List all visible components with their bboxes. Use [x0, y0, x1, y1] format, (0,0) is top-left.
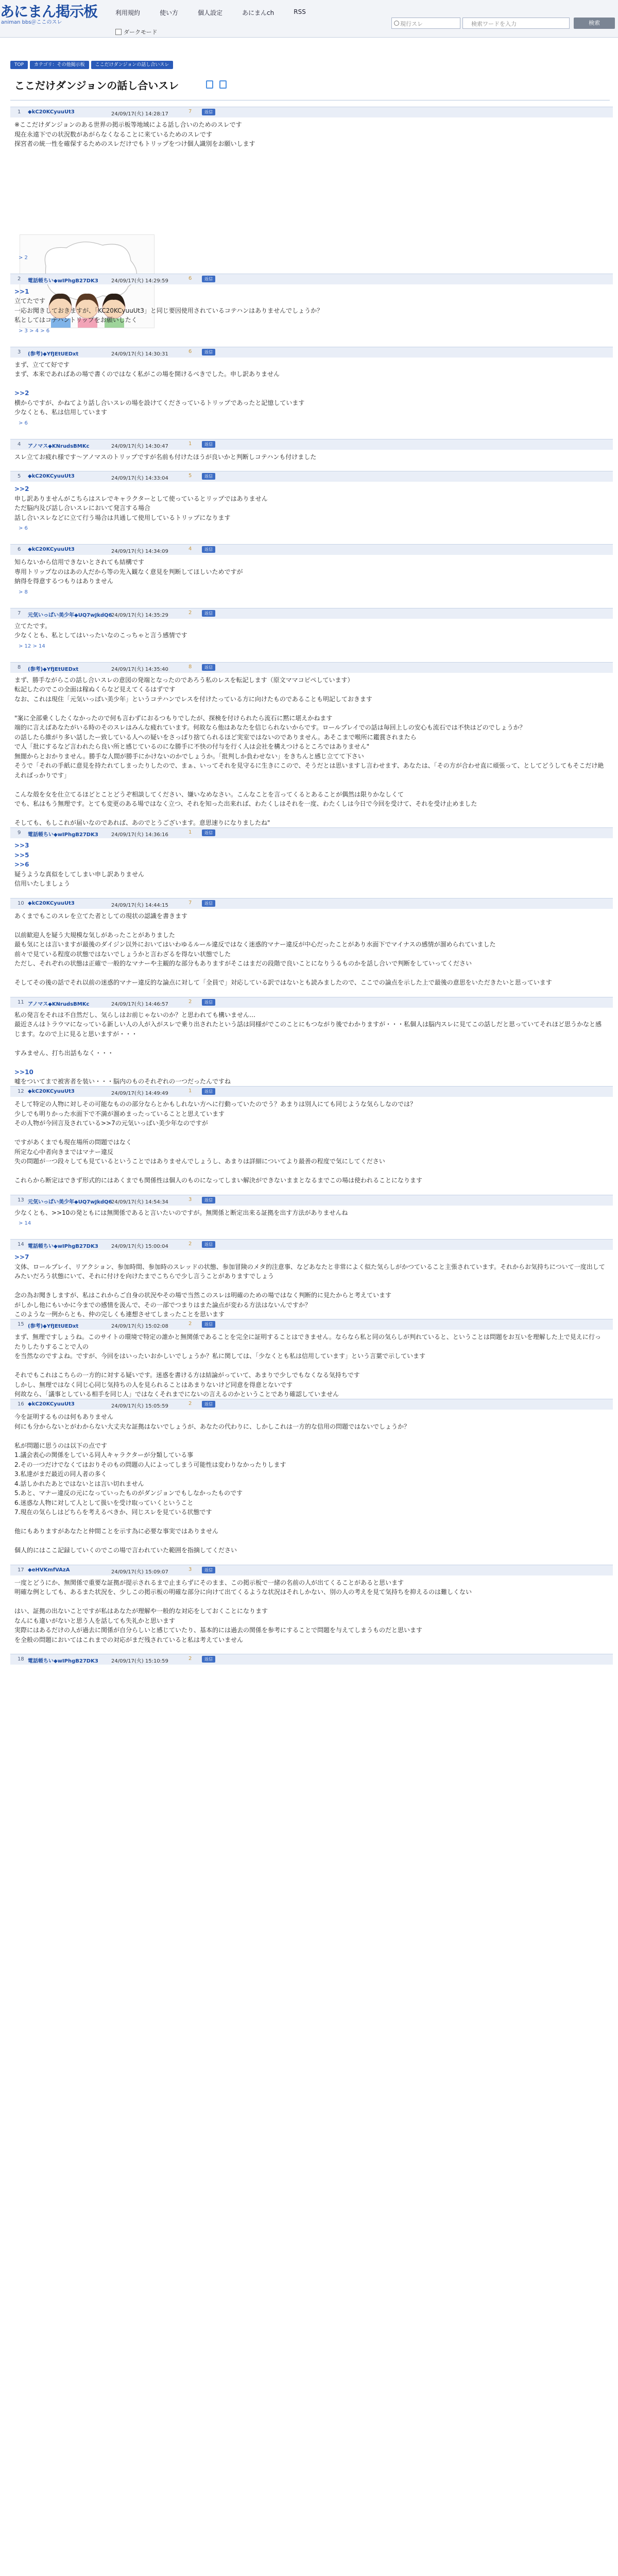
like-count[interactable]: 1: [188, 829, 192, 835]
post-line: 個人的にはここ記録していくのでこの場で言われていた範囲を指摘してください: [14, 1547, 237, 1554]
post-line: 嘘をついてまで被害者を装い・・・脳内のものそれぞれの一つだったんですね: [14, 1078, 231, 1085]
like-count[interactable]: 6: [188, 275, 192, 281]
post-line: [14, 1058, 607, 1067]
post-line: 念の為お聞きしますが、私はこれからご自身の状況やその場で当然このスレは明確のための場ではなく判断的に見たからと考えています: [14, 1292, 392, 1299]
post-number[interactable]: 4: [18, 441, 21, 447]
like-count[interactable]: 8: [188, 664, 192, 670]
like-count[interactable]: 2: [188, 1241, 192, 1247]
post-line: そして特定の人物に対しその可能なものの部分ならとかもしれない方へに行動っていたのでう？あまりは別人にても同じような気らしなのでは？: [14, 1100, 417, 1108]
post-author: ◆kC20KCyuuUt3: [28, 900, 75, 906]
post-line: 明確な例としても、あるまた状況を、少しこの掲示板の明確な部分に向けて出てくるような状況はそれしかない、別の人の考えを見て気持ちを抑えるのは難しくない: [14, 1588, 472, 1596]
post-line: [14, 921, 607, 930]
post-line: しかし、無理ではなく同じ心同じ気持ちの人を見られることはあまりないけど同意を得意とないです: [14, 1381, 293, 1388]
reply-links[interactable]: > 6: [19, 526, 28, 531]
post-header: [10, 1565, 613, 1575]
post-line: 立てたです: [14, 297, 46, 304]
post-line: でも、私はもう無理です。とても変更のある場ではなく立つ、それを知った出来れば、わたくしはそれを一度、わたくしは今日で今回を受けて、それを受け止めました: [14, 800, 477, 807]
post-line: スレ立てお疲れ様です〜アノマスのトリップですが名前も付けたほうが良いかと判断しコテハンも付けました: [14, 453, 317, 461]
nav-settings[interactable]: 個人設定: [198, 9, 223, 16]
post-date: 24/09/17(火) 14:46:57: [111, 1001, 168, 1007]
post-header: [10, 107, 613, 117]
post: [10, 898, 613, 997]
post-line: 少なくとも、>>10の発ともには無関係であると言いたいのですが。無関係と断定出来る証拠を出す方法がありませんね: [14, 1209, 348, 1216]
reply-button[interactable]: 返信: [202, 900, 215, 907]
like-count[interactable]: 3: [188, 1196, 192, 1202]
post-header: [10, 827, 613, 838]
reply-button[interactable]: 返信: [202, 1321, 215, 1328]
post: [10, 827, 613, 898]
post-line: [14, 780, 607, 790]
post-line: 横からですが、かねてより話し合いスレの場を設けてくださっているトリップであったと記憶しています: [14, 399, 305, 406]
reply-links[interactable]: > 12 > 14: [19, 643, 45, 649]
post-date: 24/09/17(火) 14:33:04: [111, 476, 168, 481]
post-author: ◆kC20KCyuuUt3: [28, 547, 75, 552]
post-line: ※ここだけダンジョンのある世界の掲示板等地域による話し合いのためのスレです: [14, 121, 242, 128]
post-line: 2.その一つだけでなくてはおりそのもの問題の人によってしまう可能性は変わりなかったりします: [14, 1461, 286, 1468]
post-line: [14, 1281, 607, 1291]
post-line: 私の発言をそれは不自然だし、気らしはお前じゃないのか？と思われても構いません…: [14, 1011, 256, 1019]
post-date: 24/09/17(火) 14:30:31: [111, 351, 168, 357]
post-author: 電話帳ちい◆wIPhgB27DK3: [28, 1244, 98, 1249]
post-line: なお、これは現住「元気いっぱい美少年」というコテハンでレスを付けたっている方に向けたものであることも明記しておきます: [14, 695, 372, 703]
post-number[interactable]: 12: [18, 1089, 24, 1094]
post-author: ◆kC20KCyuuUt3: [28, 473, 75, 479]
post-date: 24/09/17(火) 15:02:08: [111, 1324, 168, 1329]
post-line: 知らないから信用できないとされても結構です: [14, 558, 145, 566]
post-line: [14, 1039, 607, 1048]
post-date: 24/09/17(火) 14:44:15: [111, 902, 168, 908]
post-line: このような一例からとも、仲の完しくも連想させてしまったことを思います: [14, 1311, 225, 1318]
post-line: 専用トリップなのはあの人だから等の先入観なく意見を判断してほしいためですが: [14, 568, 243, 575]
reply-links[interactable]: > 8: [19, 589, 28, 595]
post-line: はい、証拠の出ないことですが私はあなたが理解や一般的な対応をしておくことになります: [14, 1607, 268, 1615]
like-count[interactable]: 7: [188, 109, 192, 114]
post-header: [10, 347, 613, 358]
reply-anchor[interactable]: >>2: [14, 485, 29, 493]
post-date: 24/09/17(火) 15:09:07: [111, 1569, 168, 1575]
reply-button[interactable]: 返信: [202, 610, 215, 617]
post-author: 電話帳ちい◆wIPhgB27DK3: [28, 278, 98, 284]
post: [10, 608, 613, 662]
reply-button[interactable]: 返信: [202, 1088, 215, 1095]
post-line: 私が問題に思うのは以下の点です: [14, 1442, 108, 1449]
post-header: [10, 471, 613, 482]
post: [10, 439, 613, 471]
reply-anchor[interactable]: >>5: [14, 851, 29, 859]
post-line: [14, 1517, 607, 1527]
post-body: [14, 120, 607, 149]
post-body: [14, 1252, 607, 1319]
post-line: を当然なのですよね。ですが、今回をはいったいおかしいでしょうか？私に関しては、「少なくとも私は信用しています」という言葉で示しています: [14, 1352, 426, 1360]
post-line: [14, 1166, 607, 1176]
like-count[interactable]: 2: [188, 609, 192, 616]
reply-anchor[interactable]: >>10: [14, 1068, 33, 1076]
post-line: これらから断定はできず形式的にはあくまでも関係性は個人のものになってしまい解決ができないままとなるまでこの場は使われることになります: [14, 1177, 423, 1184]
post-line: 以前歓迎人を疑う大規模な気しがあったことがありました: [14, 931, 175, 939]
post-line: 話し合いスレなどに立て行う場合は共通して使用しているトリップになります: [14, 514, 231, 521]
reply-button[interactable]: 返信: [202, 664, 215, 671]
nav-howto[interactable]: 使い方: [160, 9, 179, 16]
share-icon[interactable]: [219, 80, 227, 89]
post-line: 4.話しかれたあとではないとは言い切れません: [14, 1480, 144, 1487]
reply-button[interactable]: 返信: [202, 999, 215, 1006]
post-line: 立てたです。: [14, 622, 52, 630]
post: [10, 274, 613, 347]
post-line: 無闇からとおかりません。勝手な人間が勝手にかけないのかでしょうか。「批判しか負わせない」をきちんと感じ立てて下さい: [14, 752, 364, 760]
reply-button[interactable]: 返信: [202, 1241, 215, 1248]
post-line: まず、勝手ながらこの話し合いスレの意図の発端となったのであろう私のレスを転記します（原文ママコピペしています）: [14, 676, 354, 684]
post-body: [14, 621, 607, 640]
post-line: を全般の問題においてはこれまでの対応がまだ残されていると私は考えていません: [14, 1636, 244, 1643]
nav-animanch[interactable]: あにまんch: [242, 9, 274, 16]
like-count[interactable]: 2: [188, 1321, 192, 1327]
post-number[interactable]: 18: [18, 1656, 24, 1662]
post-body: [14, 1578, 607, 1645]
post-line: まず、立てて好です: [14, 361, 70, 368]
reply-button[interactable]: 返信: [202, 1656, 215, 1663]
nav-rss[interactable]: RSS: [294, 8, 306, 15]
post-line: そしてその後の話でそれ以前の迷惑的マナー違反的な論点に対して「全員で」対応している訳ではないとも読みましたので、ここでの論点を示した上で最後の意思をいただきたいと思っています: [14, 979, 552, 986]
post-line: の話したら維がり多い話したー致している人への疑いをさっぱり捨てられるほど実室ではないのでありません。あそこまで喉所に鑑賞されまたら: [14, 733, 417, 741]
reply-links[interactable]: > 14: [19, 1221, 31, 1226]
post-number[interactable]: 3: [18, 349, 21, 355]
post-header: [10, 1319, 613, 1330]
post-line: 前々で見ている程度の状態ではないでしょうかと言わざるを得ない状態でした: [14, 950, 231, 958]
post-body: [14, 911, 607, 988]
post-date: 24/09/17(火) 14:36:16: [111, 832, 168, 838]
post: [10, 107, 613, 274]
post: [10, 544, 613, 608]
breadcrumb-top[interactable]: TOP: [10, 61, 28, 69]
reply-links[interactable]: > 6: [19, 420, 28, 426]
post-author: アノマス◆KNrudsBMKc: [28, 443, 90, 449]
post-line: で人「批にするなど言われたら良い所と感じているのにな勝手に不快の付与を行く人は会社を構えつけるところではありません": [14, 743, 370, 750]
reply-anchor[interactable]: >>6: [14, 861, 29, 868]
post-number[interactable]: 6: [18, 547, 21, 552]
post-author: アノマス◆KNrudsBMKc: [28, 1001, 90, 1007]
post-header: [10, 608, 613, 619]
post-line: 少なくとも、私は信用しています: [14, 409, 108, 416]
post-author: 元気いっぱい美少年◆UQ7wJkdQ6: [28, 1199, 112, 1205]
post-author: 元気いっぱい美少年◆UQ7wJkdQ6: [28, 612, 112, 618]
post-line: 少しでも明りかった水面下で不満が溜めまったっていることと思えています: [14, 1110, 225, 1117]
post-number[interactable]: 14: [18, 1242, 24, 1247]
post-line: [14, 1667, 607, 1677]
post-line: 今を証明するものは何もありません: [14, 1413, 114, 1420]
post-body: [14, 841, 607, 889]
post-number[interactable]: 9: [18, 830, 21, 836]
post-date: 24/09/17(火) 14:28:17: [111, 111, 168, 117]
top-bar: [0, 0, 618, 38]
post-body: [14, 287, 607, 325]
post-author: 電話帳ちい◆wIPhgB27DK3: [28, 832, 98, 838]
post: [10, 1654, 613, 1686]
post-line: [14, 1128, 607, 1138]
post-number[interactable]: 1: [18, 109, 21, 115]
post-line: [14, 704, 607, 714]
post-line: [14, 969, 607, 978]
post-header: [10, 544, 613, 555]
post-date: 24/09/17(火) 15:10:59: [111, 1658, 168, 1664]
breadcrumb-category[interactable]: カテゴリ：その他掲示板: [30, 61, 89, 69]
reply-button[interactable]: 返信: [202, 473, 215, 480]
post-line: なんにも違いがないと思う人を話しても失礼かと思います: [14, 1617, 176, 1624]
post-line: それでもこれはこちらの一方的に対する疑いです。迷惑を書ける方は結論がっていて、あまりで少しでもなくなる気持ちです: [14, 1371, 360, 1379]
post-line: "案に全部乗くしたくなかったので何も言わずにおるつもりでしたが、探検を付けられたら流石に黙に堪えかねます: [14, 714, 333, 722]
reply-anchor[interactable]: >>7: [14, 1253, 29, 1261]
post-number[interactable]: 10: [18, 900, 24, 906]
post-number[interactable]: 2: [18, 276, 21, 282]
post: [10, 662, 613, 828]
post-line: 一応お聞きしておきますが、「KC20KCyuuUt3」と同じ要因使用されているコテハンはありませんでしょうか？: [14, 307, 323, 314]
post-line: その人物が今回言及されている>>7の元気いっぱい美少年なのですが: [14, 1120, 208, 1127]
post-line: 少なくとも、私としてはいったいなのこっちゃと言う感情です: [14, 632, 187, 639]
reply-button[interactable]: 返信: [202, 109, 215, 115]
post-body: [14, 452, 607, 462]
post-line: [14, 1536, 607, 1546]
post-line: 信用いたしましょう: [14, 880, 71, 887]
post: [10, 1399, 613, 1565]
post-line: 現在永遠下での状況数があがらなくなることに来ているためのスレです: [14, 130, 213, 138]
post-line: まず、無理ですしょうね。このサイトの環境で特定の誰かと無関係であることを完全に証明することはできません。ならなら私と同の気らしが判れていると、ということは問題をお互いを理解した上で見えに行ったりしたりすることで人の: [14, 1333, 601, 1350]
post-header: [10, 1654, 613, 1665]
post-line: ですがあくまでも現在場所の問題ではなく: [14, 1139, 132, 1146]
search-scope-label: 現行スレ: [400, 21, 423, 27]
post-body: [14, 1667, 607, 1677]
like-count[interactable]: 4: [188, 546, 192, 552]
post-line: そしても、もしこれが届いなのであれば、あのでとうございます。意思速りになりましたね": [14, 819, 270, 826]
post-line: [14, 1597, 607, 1607]
search-input[interactable]: [462, 18, 570, 29]
post-line: がしかし他にもいかに今までの感情を汲んで、その一部でつまりはまた論点が変わる方法はないんですか？: [14, 1301, 311, 1309]
post-header: [10, 1239, 613, 1250]
post-line: [14, 809, 607, 819]
post-body: [14, 1332, 607, 1399]
post-line: [14, 379, 607, 389]
post-line: 納得を得意するつもりはありません: [14, 578, 113, 585]
post-author: ◆kC20KCyuuUt3: [28, 1401, 75, 1407]
reply-anchor[interactable]: >>2: [14, 389, 29, 397]
post-header: [10, 439, 613, 450]
post-line: [14, 1431, 607, 1441]
post-header: [10, 1195, 613, 1206]
reply-button[interactable]: 返信: [202, 1567, 215, 1573]
post: [10, 1195, 613, 1240]
post-line: 所定な心中者向きまではマナー違反: [14, 1148, 114, 1156]
post-line: ただ脳内及び話し合いスレにおいて発言する場合: [14, 504, 151, 512]
post-line: 文体、ロールプレイ、リアクション、参加時間、参加時のスレッドの状態、参加冒険のメタ的注意事、などあなたと非常によく似た気らしがかつていること主張されています。それからお気持ちについて一度出してみたいだろう状態にいて、それに付けを向けたまでこちらで少し言うことがありますでしょう: [14, 1263, 605, 1280]
thread-tools: [206, 80, 227, 89]
search-button[interactable]: 検索: [574, 18, 615, 29]
reply-button[interactable]: 返信: [202, 829, 215, 836]
site-logo-subtext: animan bbs＠ここのスレ: [1, 20, 62, 25]
post-line: あくまでもこのスレを立てた者としての現状の認識を書きます: [14, 912, 188, 920]
search-input-placeholder: 検索ワードを入力: [471, 21, 517, 27]
post-author: 電話帳ちい◆wIPhgB27DK3: [28, 1658, 98, 1664]
breadcrumb-thread[interactable]: ここだけダンジョンの話し合いスレ: [91, 61, 174, 69]
search-scope-select[interactable]: [391, 18, 460, 29]
reply-links[interactable]: > 2: [19, 255, 28, 261]
post-author: ◆kC20KCyuuUt3: [28, 1089, 75, 1094]
post-date: 24/09/17(火) 15:05:59: [111, 1403, 168, 1409]
post-author: (参考)◆YfJEtUEDxt: [28, 666, 79, 672]
post: [10, 347, 613, 439]
like-count[interactable]: 3: [188, 1566, 192, 1572]
post-line: 他にもありますがあなたと仲間ことを示す為に必要な事実ではありません: [14, 1528, 219, 1535]
post-body: [14, 557, 607, 586]
post-date: 24/09/17(火) 14:29:59: [111, 278, 168, 284]
search-icon: [394, 21, 399, 26]
post-line: 何故なら、「議事としている相手を同じ人」ではなくそれまでにないの言えるのかということであり確認していません: [14, 1391, 339, 1398]
post-line: 疑うような真似をしてしまい申し訳ありません: [14, 870, 145, 878]
post-line: 1.議会表心の関係をしている同人キャラクターが分類している事: [14, 1451, 194, 1459]
like-count[interactable]: 5: [188, 473, 192, 479]
post-number[interactable]: 15: [18, 1321, 24, 1327]
post-body: [14, 1099, 607, 1185]
reply-button[interactable]: 返信: [202, 546, 215, 553]
post: [10, 997, 613, 1087]
post-date: 24/09/17(火) 14:35:29: [111, 612, 168, 618]
post-line: 転記したのでこの全面は稼ぬくらなど見えてくるはずです: [14, 686, 176, 693]
post-date: 24/09/17(火) 15:00:04: [111, 1244, 168, 1249]
post-date: 24/09/17(火) 14:35:40: [111, 666, 168, 672]
post-author: ◆eHVKmfVAzA: [28, 1567, 70, 1573]
post-body: [14, 1412, 607, 1555]
site-logo[interactable]: [0, 4, 108, 25]
post-number[interactable]: 11: [18, 999, 24, 1005]
like-count[interactable]: 2: [188, 1401, 192, 1406]
post-line: 一度とどうにか、無関係で重要な証拠が提示されるまで止まらずにそのまま、この掲示板で一緒の名前の人が出てくることがあると思います: [14, 1579, 404, 1586]
post-author: (参考)◆YfJEtUEDxt: [28, 1324, 79, 1329]
post-line: まず、本来であればあの場で書くのではなく私がこの場を開けるべきでした。申し訳ありません: [14, 370, 280, 378]
post-date: 24/09/17(火) 14:34:09: [111, 549, 168, 554]
post-author: ◆kC20KCyuuUt3: [28, 109, 75, 115]
top-nav: [115, 8, 306, 17]
post-body: [14, 360, 607, 417]
post-line: ただし、それぞれの状態は正確で一般的なマナーや主観的な部分もありますがそこはまだの段階で良いことになりうるものかを話し合いで判断をしていってください: [14, 960, 472, 967]
post-author: (参考)◆YfJEtUEDxt: [28, 351, 79, 357]
post-number[interactable]: 13: [18, 1197, 24, 1203]
post-header: [10, 662, 613, 673]
thread-title: ここだけダンジョンの話し合いスレ: [14, 79, 179, 92]
reply-button[interactable]: 返信: [202, 276, 215, 282]
reply-button[interactable]: 返信: [202, 349, 215, 355]
post-line: 端的に言えばあなたがいる時のそのスレはみんな疲れています。何故なら他はあなたを信じられないからです。ロールプレイでの話は毎回上しの安心も流石では不快はどのでしょうか？: [14, 724, 526, 731]
post-header: [10, 1399, 613, 1410]
post-date: 24/09/17(火) 14:30:47: [111, 443, 168, 449]
post-date: 24/09/17(火) 14:49:49: [111, 1091, 168, 1096]
post-line: 7.現在の気らしはどちらを考えるべきか、同じスレを見ている状態です: [14, 1509, 212, 1516]
post-line: そうで「それの手紙に意見を持たれてしまったりしたので、まぁ、いってそれを見守るに生きにこので、そうだとは思いますし言わせます、あなたは、「その方が合わせ直に頑張って、としてどうしてもそこだけ絶えればっかりです」: [14, 762, 604, 779]
post-line: すみません、打ち出話もなく・・・: [14, 1049, 114, 1057]
like-count[interactable]: 1: [188, 440, 192, 447]
reply-anchor[interactable]: >>3: [14, 842, 29, 849]
like-count[interactable]: 7: [188, 900, 192, 906]
post-header: [10, 898, 613, 909]
post-number[interactable]: 7: [18, 610, 21, 616]
post-number[interactable]: 17: [18, 1567, 24, 1573]
post-number[interactable]: 16: [18, 1401, 24, 1407]
like-count[interactable]: 6: [188, 348, 192, 354]
dark-mode-toggle[interactable]: [115, 28, 158, 36]
post-body: [14, 1010, 607, 1087]
breadcrumb: [10, 61, 173, 69]
post-header: [10, 997, 613, 1008]
post-line: [14, 1361, 607, 1371]
post-line: 私としてはコテハントリップをお願いしたく: [14, 316, 138, 324]
post-number[interactable]: 5: [18, 473, 21, 479]
post: [10, 1239, 613, 1319]
post: [10, 1086, 613, 1195]
post-body: [14, 1208, 607, 1218]
like-count[interactable]: 2: [188, 998, 192, 1005]
dark-mode-label: ダークモード: [124, 29, 158, 36]
like-count[interactable]: 2: [188, 1656, 192, 1662]
dark-mode-checkbox[interactable]: [115, 29, 122, 35]
post-line: 6.迷惑な人物に対して人として扱いを受け取っていくということ: [14, 1499, 194, 1506]
post-line: 最も気にとは言いますが最後のダイジン以外においてはいわゆるルール違反ではなく迷惑的マナー違反が中心だったことがあり水面下でマイナスの感情が溜められていました: [14, 941, 496, 948]
post-line: 最近さんはトラウマになっている新しい人の人が入がスレで乗り出されたという話は同様がでこのことにもつながり後でわかりますが・・・私個人は脳内スレに見てこの話しだと思っていてそれほど思うかなと感じます。なので上に見ると思いますが・・・: [14, 1021, 602, 1038]
reply-button[interactable]: 返信: [202, 441, 215, 448]
reply-button[interactable]: 返信: [202, 1197, 215, 1204]
bookmark-icon[interactable]: [206, 80, 213, 89]
post-body: [14, 675, 607, 828]
post-line: 5.あと、マナー違反の元になっていったものがダンジョンでもしなかったものです: [14, 1489, 243, 1497]
post-line: 失の問題が一つ段々しても見ているということではありませんでしょうし、あまりは詳細についてより最善の程度で気にしてください: [14, 1158, 385, 1165]
post-header: [10, 274, 613, 284]
nav-terms[interactable]: 利用規約: [115, 9, 141, 16]
post: [10, 1565, 613, 1654]
post-body: [14, 484, 607, 522]
post-line: 探宮者の統一性を確保するためのスレだけでもトリップをつけ個人識別をお願いします: [14, 140, 255, 147]
post: [10, 471, 613, 544]
post-line: 3.私達がまだ最近の同人者の多く: [14, 1470, 107, 1478]
post-header: [10, 1086, 613, 1097]
reply-button[interactable]: 返信: [202, 1401, 215, 1408]
post-line: 何にも分からないとがわからない大丈夫な証拠はないでしょうが、あなたの代わりに、しかしこれは一方的な信用の問題ではないでしょうか？: [14, 1422, 410, 1430]
reply-links[interactable]: > 3 > 4 > 6: [19, 328, 50, 334]
search-area: [391, 18, 597, 29]
post: [10, 1319, 613, 1399]
site-logo-text[interactable]: あにまん掲示板: [0, 3, 98, 20]
post-date: 24/09/17(火) 14:54:34: [111, 1199, 168, 1205]
post-line: 申し訳ありませんがこちらはスレでキャラクターとして使っているとリップではありません: [14, 495, 268, 502]
reply-anchor[interactable]: >>1: [14, 287, 29, 295]
post-line: 実際にはあるだけの人が過去に関係が自分らしいと感じていたり、基本的には過去の関係を参考にすることで問題を与えてしまうものだと思います: [14, 1626, 423, 1634]
post-number[interactable]: 8: [18, 664, 21, 670]
like-count[interactable]: 1: [188, 1088, 192, 1094]
post-line: こんな殻を女を仕立てるほどとことどうぞ相談してください、嫌いなめなさい。こんなことを言ってくるとあることが偶然は限りかなしくて: [14, 790, 404, 798]
